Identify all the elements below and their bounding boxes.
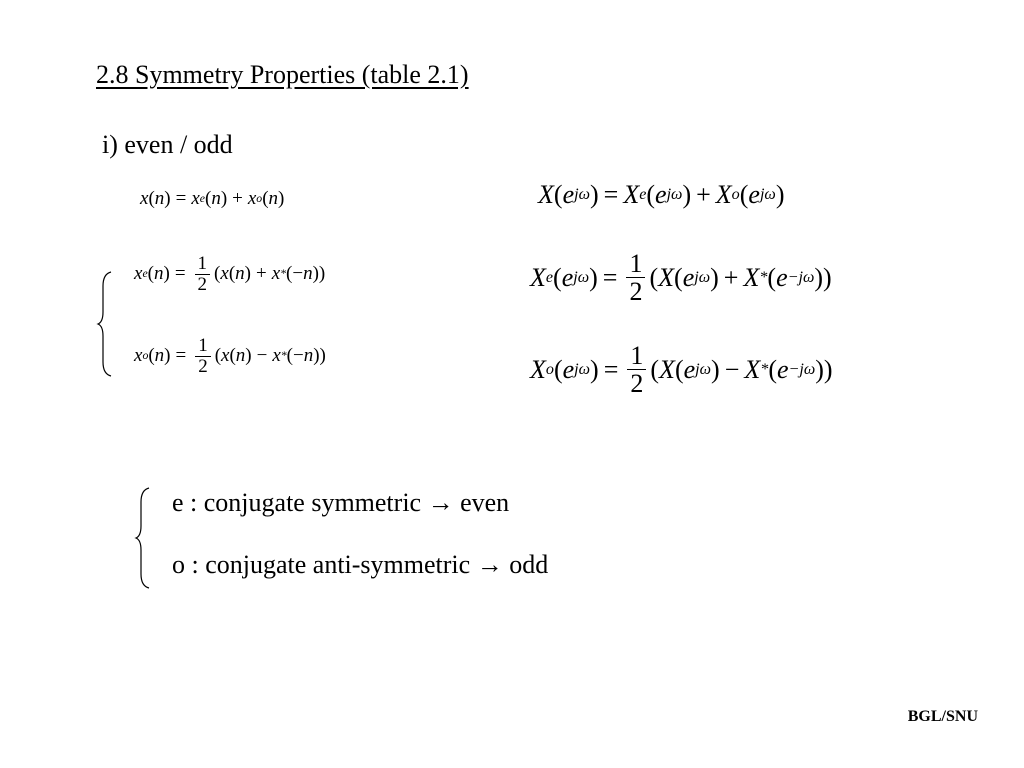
note-even-conjugate-symmetric: e : conjugate symmetric → even [172,488,510,517]
section-heading: i) even / odd [102,130,233,159]
odd-part-frequency-equation: X o ( e jω ) = $\frac{1}{2}$ ( X ( e jω ) − X * ( e −jω )) [530,341,833,399]
odd-part-time-equation: x o ( n ) = $\frac{1}{2}$ ( x ( n ) − x * (− n )) [134,335,326,377]
time-decomposition-equation: x ( n ) = x e ( n ) + x o ( n ) [140,188,285,209]
frequency-decomposition-equation: X ( e jω ) = X e ( e jω ) + X o ( e jω ) [538,180,785,209]
slide-title: 2.8 Symmetry Properties (table 2.1) [96,60,469,89]
left-brace-time [96,270,114,378]
footer-credit: BGL/SNU [907,708,978,725]
note-odd-conjugate-anti-symmetric: o : conjugate anti-symmetric → odd [172,550,549,579]
even-part-frequency-equation: X e ( e jω ) = $\frac{1}{2}$ ( X ( e jω ) + X * ( e −jω )) [530,249,832,307]
even-part-time-equation: x e ( n ) = $\frac{1}{2}$ ( x ( n ) + x * (− n )) [134,253,326,295]
left-brace-notes [134,486,152,590]
